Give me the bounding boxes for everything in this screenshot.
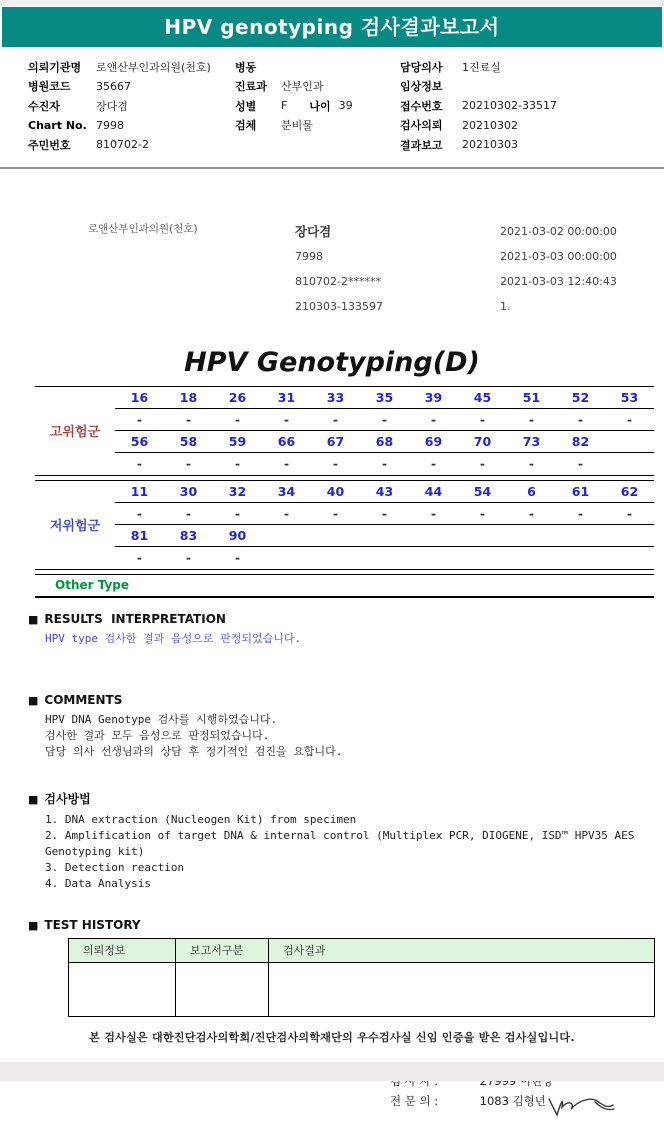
- comments-section: [28, 693, 654, 760]
- results-heading: [28, 612, 654, 626]
- hpv-type: 18: [179, 389, 198, 405]
- hpv-type: 90: [228, 527, 247, 543]
- other-type-label: Other Type: [55, 577, 130, 592]
- hpv-result: -: [626, 411, 633, 427]
- hpv-result: -: [234, 456, 241, 471]
- report-title: HPV genotyping 검사결과보고서: [164, 15, 500, 39]
- patient-id-list: [295, 219, 383, 319]
- info-row: [400, 77, 662, 97]
- genotype-table: [35, 386, 654, 598]
- comments-heading-text: COMMENTS: [44, 692, 123, 707]
- high-risk-label: 고위험군: [49, 425, 101, 440]
- hpv-type: 53: [620, 389, 639, 405]
- bottom-strip: [0, 1062, 664, 1081]
- info-row: [400, 116, 662, 136]
- info-column-right: [400, 57, 662, 155]
- info-column-middle: [235, 57, 400, 155]
- method-step: 1. DNA extraction (Nucleogen Kit) from specimen: [45, 812, 357, 826]
- hpv-type: 82: [571, 433, 590, 449]
- hpv-type: 44: [424, 483, 443, 499]
- method-step: 3. Detection reaction: [45, 860, 185, 874]
- hpv-type: 43: [375, 483, 394, 499]
- hpv-result: -: [185, 550, 192, 565]
- field-value: 분비물: [281, 119, 313, 133]
- field-label: 병원코드: [28, 80, 71, 94]
- hpv-result: -: [185, 456, 192, 471]
- history-column-header: 보고서구분: [176, 939, 269, 962]
- summary-value: 장다겸: [295, 223, 332, 239]
- hpv-result: -: [430, 456, 437, 471]
- results-heading-text: RESULTS INTERPRETATION: [44, 611, 226, 626]
- summary-date: 2021-03-03 00:00:00: [500, 249, 617, 263]
- hpv-result: -: [234, 411, 241, 427]
- hpv-result: -: [528, 456, 535, 471]
- field-value: 35667: [96, 79, 131, 93]
- info-row: [28, 57, 235, 77]
- hpv-type: 45: [473, 389, 492, 405]
- hpv-type: 73: [522, 433, 541, 449]
- hpv-type: 6: [527, 483, 536, 499]
- field-value: 1진료실: [462, 60, 501, 74]
- hpv-result: -: [479, 411, 486, 427]
- test-history-section: [28, 918, 654, 1017]
- test-title: HPV Genotyping(D): [184, 346, 480, 378]
- hpv-result: -: [381, 456, 388, 471]
- hpv-type: 54: [473, 483, 492, 499]
- hpv-type: 70: [473, 433, 492, 449]
- clinic-name: 로앤산부인과의원(천호): [88, 222, 198, 235]
- hpv-result: -: [136, 411, 143, 427]
- info-row: [400, 96, 662, 116]
- summary-date: 1.: [500, 299, 511, 313]
- hpv-type: 26: [228, 389, 247, 405]
- field-value: 810702-2: [96, 138, 149, 152]
- info-row: [235, 57, 400, 77]
- specialist-row: [390, 1091, 664, 1111]
- hpv-type: 52: [571, 389, 590, 405]
- hpv-type: 66: [277, 433, 296, 449]
- field-value: 20210303: [462, 138, 518, 152]
- hpv-result: -: [136, 550, 143, 565]
- certification-text: 본 검사실은 대한진단검사의학회/진단검사의학재단의 우수검사실 신임 인증을 받은 검사실입니다.: [89, 1030, 575, 1044]
- field-label: 진료과: [235, 80, 267, 94]
- field-value: 장다겸: [96, 99, 128, 113]
- type-number-row: [115, 387, 654, 409]
- hpv-type: 16: [130, 389, 149, 405]
- section-bullet-icon: ■: [28, 612, 39, 626]
- field-value: 39: [338, 99, 353, 113]
- history-heading: [28, 918, 654, 932]
- specimen-summary: [0, 219, 664, 331]
- field-label: 담당의사: [400, 60, 443, 74]
- method-section: [28, 790, 654, 892]
- history-table: [68, 938, 655, 1017]
- info-column-left: [28, 57, 235, 155]
- history-cell-empty: [69, 963, 176, 1016]
- hpv-type: 32: [228, 483, 247, 499]
- specialist-name: 1083 김형년: [479, 1093, 546, 1108]
- type-number-row: [115, 481, 654, 503]
- hpv-type: 69: [424, 433, 443, 449]
- field-value: 로앤산부인과의원(천호): [96, 60, 211, 74]
- high-risk-group: [35, 387, 654, 475]
- hpv-result: -: [577, 505, 584, 521]
- hpv-type: 30: [179, 483, 198, 499]
- hpv-type: 59: [228, 433, 247, 449]
- hpv-type: 35: [375, 389, 394, 405]
- hpv-type: 11: [130, 483, 149, 499]
- info-row: [28, 77, 235, 97]
- comments-heading: [28, 693, 654, 707]
- field-value: 20210302: [462, 118, 518, 132]
- hpv-type: 83: [179, 527, 198, 543]
- hpv-result: -: [332, 456, 339, 471]
- history-cell-empty: [269, 963, 654, 1016]
- info-row: [235, 116, 400, 136]
- hpv-result: -: [234, 505, 241, 521]
- hpv-type: 51: [522, 389, 541, 405]
- history-table-body: [69, 963, 654, 1016]
- hpv-type: 62: [620, 483, 639, 499]
- type-number-row: [115, 525, 654, 547]
- comment-line: 검사한 결과 모두 음성으로 판정되었습니다.: [45, 728, 270, 742]
- hpv-type: 61: [571, 483, 590, 499]
- comment-line: HPV DNA Genotype 검사를 시행하였습니다.: [45, 712, 278, 726]
- hpv-result: -: [479, 505, 486, 521]
- summary-value: 210303-133597: [295, 299, 383, 313]
- field-label: 병동: [235, 60, 257, 74]
- info-row: [235, 96, 400, 116]
- date-list: [500, 219, 617, 319]
- hpv-result: -: [381, 505, 388, 521]
- method-step: 4. Data Analysis: [45, 876, 151, 890]
- hpv-result: -: [136, 505, 143, 521]
- field-label: 검체: [235, 119, 257, 133]
- low-risk-label: 저위험군: [49, 519, 101, 534]
- signature-icon: [545, 1087, 617, 1121]
- hpv-result: -: [136, 456, 143, 471]
- history-column-header: 의뢰정보: [69, 939, 176, 962]
- top-strip: [0, 0, 664, 6]
- hpv-type: 68: [375, 433, 394, 449]
- hpv-type: 67: [326, 433, 345, 449]
- field-value: F: [281, 99, 288, 113]
- hpv-result: -: [185, 411, 192, 427]
- hpv-result: -: [332, 411, 339, 427]
- field-label: 주민번호: [28, 138, 71, 152]
- hpv-result: -: [528, 505, 535, 521]
- hpv-result: -: [332, 505, 339, 521]
- hpv-result: -: [528, 411, 535, 427]
- hpv-result: -: [577, 456, 584, 471]
- hpv-result: -: [479, 456, 486, 471]
- history-table-header: [69, 939, 654, 963]
- method-lines: [45, 812, 654, 892]
- method-step: 2. Amplification of target DNA & internal control (Multiplex PCR, DIOGENE, ISD™ HPV35 AES Genotyping kit): [45, 828, 635, 858]
- field-label: 접수번호: [400, 99, 443, 113]
- hpv-type: 33: [326, 389, 345, 405]
- result-row: [115, 409, 654, 431]
- hpv-result: -: [283, 456, 290, 471]
- info-row: [28, 96, 235, 116]
- patient-info: [0, 47, 664, 165]
- result-row: [115, 453, 654, 475]
- summary-date: 2021-03-02 00:00:00: [500, 224, 617, 238]
- section-bullet-icon: ■: [28, 693, 39, 707]
- low-risk-group: [35, 481, 654, 569]
- history-heading-text: TEST HISTORY: [44, 917, 141, 932]
- info-row: [400, 135, 662, 155]
- hpv-result: -: [185, 505, 192, 521]
- type-number-row: [115, 431, 654, 453]
- field-value: 7998: [96, 118, 124, 132]
- hpv-result: -: [626, 505, 633, 521]
- hpv-result: -: [430, 411, 437, 427]
- low-risk-rows: [115, 481, 654, 569]
- info-row: [400, 57, 662, 77]
- field-label: 수진자: [28, 99, 60, 113]
- specialist-label: 전 문 의 :: [390, 1093, 439, 1108]
- hpv-result: -: [234, 550, 241, 565]
- method-heading: [28, 790, 654, 807]
- hpv-type: 34: [277, 483, 296, 499]
- result-row: [115, 503, 654, 525]
- field-value: 20210302-33517: [462, 99, 557, 113]
- results-text: HPV type 검사한 결과 음성으로 판정되었습니다.: [45, 631, 302, 645]
- field-label: 임상정보: [400, 80, 443, 94]
- high-risk-rows: [115, 387, 654, 475]
- hpv-result: -: [577, 411, 584, 427]
- field-label: 성별: [235, 99, 257, 113]
- field-label: 결과보고: [400, 138, 443, 152]
- summary-value: 810702-2******: [295, 274, 381, 288]
- hpv-type: 39: [424, 389, 443, 405]
- field-label: 나이: [309, 99, 331, 113]
- result-row: [115, 547, 654, 569]
- summary-value: 7998: [295, 249, 323, 263]
- hpv-type: 58: [179, 433, 198, 449]
- table-bottom-line: [35, 596, 654, 598]
- report-title-bar: [2, 7, 662, 47]
- field-value: 산부인과: [281, 80, 324, 94]
- summary-date: 2021-03-03 12:40:43: [500, 274, 617, 288]
- comment-line: 담당 의사 선생님과의 상담 후 정기적인 검진을 요합니다.: [45, 744, 343, 758]
- info-row: [235, 77, 400, 97]
- comments-lines: [45, 712, 654, 760]
- hpv-result: -: [283, 411, 290, 427]
- field-label: 의뢰기관명: [28, 60, 82, 74]
- hpv-type: 31: [277, 389, 296, 405]
- section-bullet-icon: ■: [28, 918, 39, 932]
- history-cell-empty: [176, 963, 269, 1016]
- field-label: 검사의뢰: [400, 119, 443, 133]
- method-heading-text: 검사방법: [44, 791, 91, 806]
- history-column-header: 검사결과: [283, 943, 326, 957]
- info-row: [28, 116, 235, 136]
- section-bullet-icon: ■: [28, 792, 39, 806]
- hpv-result: -: [430, 505, 437, 521]
- section-divider: [0, 167, 664, 169]
- info-row: [28, 135, 235, 155]
- field-label: Chart No.: [28, 118, 87, 132]
- results-section: [28, 612, 654, 647]
- hpv-type: 81: [130, 527, 149, 543]
- hpv-result: -: [381, 411, 388, 427]
- hpv-type: 40: [326, 483, 345, 499]
- hpv-type: 56: [130, 433, 149, 449]
- hpv-result: -: [283, 505, 290, 521]
